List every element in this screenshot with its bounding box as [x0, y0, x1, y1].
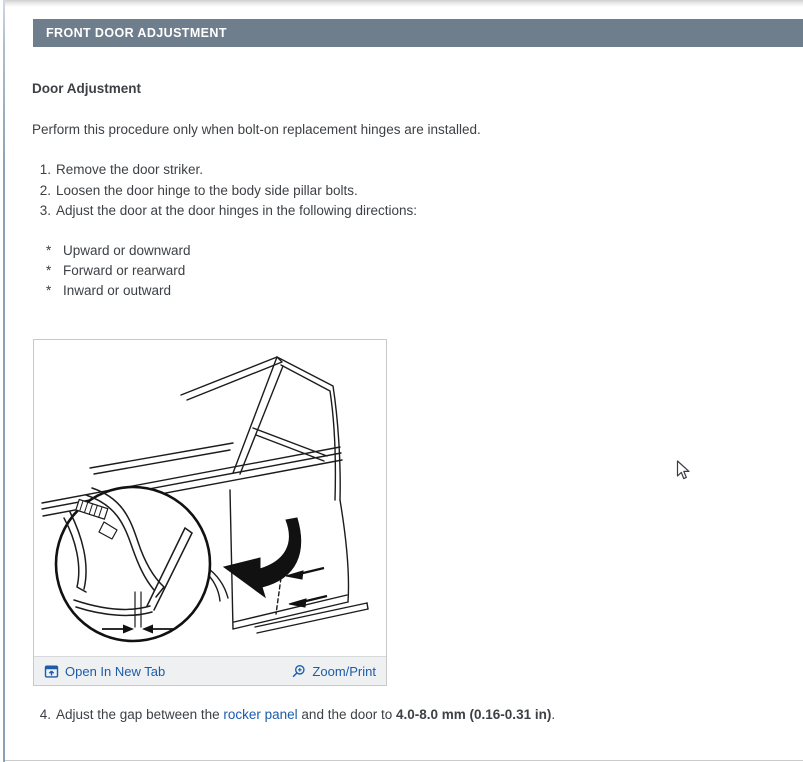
zoom-print-label: Zoom/Print	[312, 663, 376, 679]
zoom-print-link[interactable]	[291, 664, 376, 679]
intro-paragraph: Perform this procedure only when bolt-on replacement hinges are installed.	[32, 122, 481, 137]
figure-toolbar	[34, 656, 386, 685]
mouse-cursor-icon	[676, 460, 691, 486]
step-text: Loosen the door hinge to the body side pillar bolts.	[56, 182, 358, 198]
open-in-new-tab-link[interactable]	[44, 664, 165, 679]
bullet-text: Upward or downward	[63, 243, 191, 258]
numbered-steps	[36, 160, 417, 222]
step-number: 4.	[39, 707, 51, 722]
step-number: 3.	[39, 203, 51, 218]
step-four	[36, 707, 555, 722]
figure-frame	[33, 339, 387, 686]
step-text: Adjust the door at the door hinges in the following directions:	[56, 203, 417, 218]
list-item	[46, 281, 191, 301]
step-number: 2.	[39, 182, 51, 198]
door-adjustment-line-art	[34, 340, 386, 656]
gap-spec-value: 4.0-8.0 mm (0.16-0.31 in)	[396, 707, 552, 722]
article-heading: Door Adjustment	[32, 81, 141, 96]
step-number: 1.	[39, 162, 51, 177]
bottom-divider	[5, 760, 803, 761]
step-text-after-link: and the door to	[297, 707, 396, 722]
step-text: Remove the door striker.	[56, 162, 204, 177]
list-item	[36, 160, 417, 181]
bullet-marker: *	[46, 283, 52, 298]
bullet-marker: *	[46, 243, 52, 258]
step-text-before-link: Adjust the gap between the	[56, 707, 224, 722]
top-toolbar-edge	[5, 0, 803, 7]
list-item	[46, 241, 191, 261]
bullet-text: Inward or outward	[63, 283, 172, 298]
bullet-marker: *	[46, 263, 52, 278]
rocker-panel-link[interactable]: rocker panel	[223, 707, 298, 722]
left-panel-divider	[3, 0, 5, 762]
list-item	[36, 201, 417, 222]
door-diagram-figure	[34, 340, 386, 656]
list-item	[46, 261, 191, 281]
step-text-tail: .	[551, 707, 556, 722]
zoom-icon	[291, 664, 306, 679]
section-title: FRONT DOOR ADJUSTMENT	[46, 26, 227, 40]
open-in-new-tab-label: Open In New Tab	[65, 663, 166, 679]
open-in-new-tab-icon	[44, 664, 59, 679]
direction-bullets	[46, 241, 191, 301]
list-item	[36, 181, 417, 202]
section-header-bar	[33, 19, 803, 47]
bullet-text: Forward or rearward	[63, 263, 186, 278]
